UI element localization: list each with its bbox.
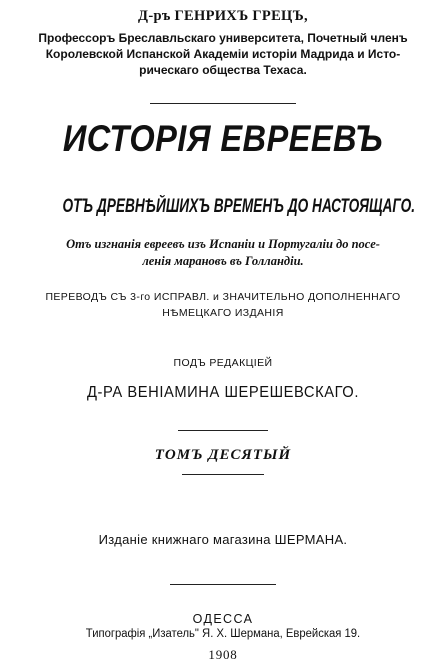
divider-rule-volume-top: [178, 430, 268, 431]
volume-label: ТОМЪ ДЕСЯТЫЙ: [154, 447, 292, 463]
publication-year: 1908: [208, 647, 238, 662]
translation-note-line-1: ПЕРЕВОДЪ СЪ 3-го ИСПРАВЛ. и ЗНАЧИТЕЛЬНО ДОПОЛНЕННАГО: [45, 291, 401, 303]
author-affiliation-line-1: Профессоръ Бреславльскаго университета, Почетный членъ: [38, 31, 408, 45]
publication-city: ОДЕССА: [192, 612, 254, 626]
translation-note-line-2: НѢМЕЦКАГО ИЗДАНІЯ: [162, 307, 284, 319]
divider-rule-bottom: [170, 584, 276, 585]
volume-period-line-2: ленія марановъ въ Голландіи.: [142, 254, 304, 268]
volume-period-line-1: Отъ изгнанія евреевъ изъ Испаніи и Португаліи до посе-: [66, 237, 380, 251]
book-subtitle: ОТЪ ДРЕВНѢЙШИХЪ ВРЕМЕНЪ ДО НАСТОЯЩАГО.: [62, 196, 416, 217]
divider-rule-top: [150, 103, 296, 104]
editor-prefix: ПОДЪ РЕДАКЦІЕЙ: [173, 357, 273, 369]
divider-rule-volume-bottom: [182, 474, 264, 475]
book-title: ИСТОРІЯ ЕВРЕЕВЪ: [62, 118, 384, 159]
author-affiliation-line-2: Королевской Испанской Академіи исторіи Мадрида и Исто-: [45, 47, 401, 61]
author-affiliation-line-3: рическаго общества Техаса.: [139, 63, 307, 77]
editor-name: Д-РА ВЕНІАМИНА ШЕРЕШЕВСКАГО.: [87, 384, 359, 401]
printer-line: Типографія „Изатель" Я. Х. Шермана, Еврейская 19.: [85, 628, 361, 640]
publisher-line: Изданіе книжнаго магазина ШЕРМАНА.: [98, 532, 348, 547]
author-name: Д-ръ ГЕНРИХЪ ГРЕЦЪ,: [138, 8, 308, 24]
